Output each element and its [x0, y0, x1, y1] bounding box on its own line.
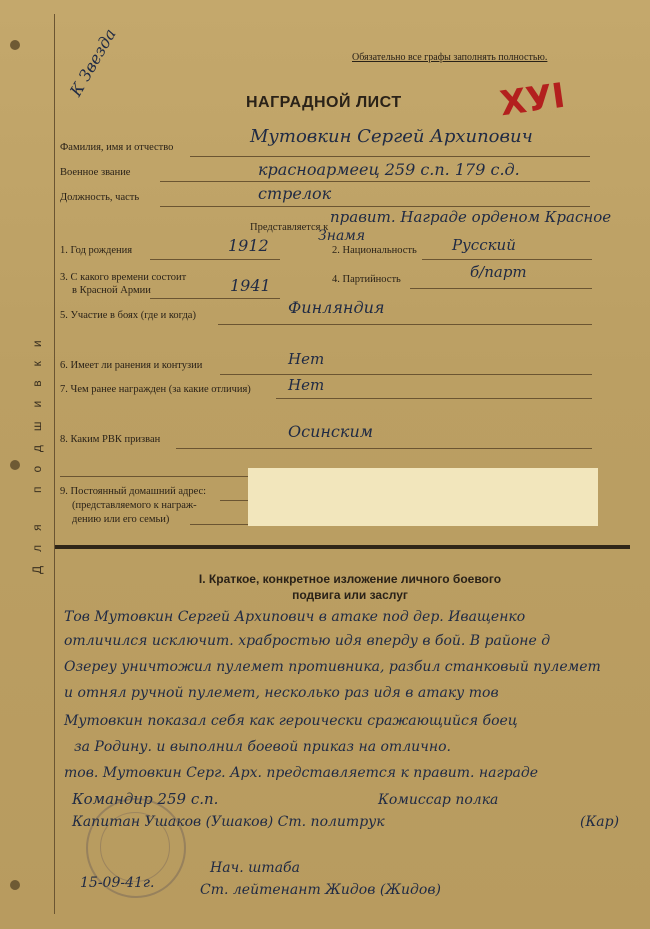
- name-value: Мутовкин Сергей Архипович: [250, 126, 533, 147]
- army-since-label-1: 3. С какого времени состоит: [60, 272, 187, 283]
- rvk-label: 8. Каким РВК призван: [60, 434, 161, 445]
- post-value: стрелок: [258, 184, 332, 203]
- section-heading-1: I. Краткое, конкретное изложение личного боевого: [198, 572, 502, 586]
- battles-value: Финляндия: [288, 298, 385, 317]
- binding-margin-label: Для подшивки: [30, 326, 44, 574]
- presented-value-1: правит. Награде орденом Красное: [330, 208, 612, 226]
- story-line: Озереу уничтожил пулемет противника, разбил станковый пулемет: [64, 659, 601, 675]
- wounds-value: Нет: [288, 350, 325, 368]
- address-label-2: (представляемого к награж-: [72, 500, 197, 511]
- commander-signature: Командир 259 с.п.: [72, 790, 219, 808]
- story-line: и отнял ручной пулемет, несколько раз идя в атаку тов: [64, 685, 499, 701]
- story-line: Мутовкин показал себя как героически сражающийся боец: [64, 713, 518, 729]
- rank-value: красноармеец 259 с.п. 179 с.д.: [258, 160, 520, 179]
- story-line: тов. Мутовкин Серг. Арх. представляется к правит. награде: [64, 765, 539, 781]
- red-mark: ХУI: [497, 75, 568, 125]
- address-label-3: дению или его семьи): [72, 514, 170, 525]
- name-label: Фамилия, имя и отчество: [60, 142, 174, 153]
- battles-label: 5. Участие в боях (где и когда): [60, 310, 196, 321]
- birth-year-label: 1. Год рождения: [60, 245, 133, 256]
- corner-note: К Звезда: [66, 25, 120, 100]
- party-value: б/парт: [470, 263, 527, 281]
- lieutenant-signature: Ст. лейтенант Жидов (Жидов): [200, 882, 441, 898]
- binding-holes: [10, 0, 22, 929]
- section-heading-2: подвига или заслуг: [292, 588, 408, 602]
- nationality-label: 2. Национальность: [332, 245, 417, 256]
- commissar-signature: (Кар): [580, 814, 620, 830]
- nationality-value: Русский: [452, 236, 516, 254]
- rank-label: Военное звание: [60, 167, 131, 178]
- date: 15-09-41г.: [80, 875, 155, 891]
- wounds-label: 6. Имеет ли ранения и контузии: [60, 360, 203, 371]
- army-since-label-2: в Красной Армии: [72, 285, 151, 296]
- binding-margin-line: [54, 14, 55, 914]
- chief-of-staff-title: Нач. штаба: [210, 860, 300, 876]
- story-line: отличился исключит. храбростью идя вперду в бой. В районе д: [64, 633, 551, 649]
- redacted-address: [248, 468, 598, 526]
- party-label: 4. Партийность: [332, 274, 401, 285]
- fill-all-notice: Обязательно все графы заполнять полностью.: [352, 52, 548, 63]
- post-label: Должность, часть: [60, 192, 140, 203]
- page-title: НАГРАДНОЙ ЛИСТ: [246, 94, 402, 111]
- address-label-1: 9. Постоянный домашний адрес:: [60, 486, 207, 497]
- previous-awards-label: 7. Чем ранее награжден (за какие отличия): [60, 384, 251, 395]
- rvk-value: Осинским: [288, 422, 374, 441]
- story-line: за Родину. и выполнил боевой приказ на отлично.: [74, 739, 451, 755]
- army-since-value: 1941: [230, 276, 271, 295]
- captain-signature: Капитан Ушаков (Ушаков) Ст. политрук: [72, 814, 385, 830]
- previous-awards-value: Нет: [288, 376, 325, 394]
- birth-year-value: 1912: [228, 236, 269, 255]
- presented-value-2: Знамя: [318, 228, 366, 244]
- presented-label: Представляется к: [250, 222, 329, 233]
- commissar-title: Комиссар полка: [378, 792, 499, 808]
- section-divider: [55, 545, 630, 549]
- story-line: Тов Мутовкин Сергей Архипович в атаке под дер. Иващенко: [64, 609, 526, 625]
